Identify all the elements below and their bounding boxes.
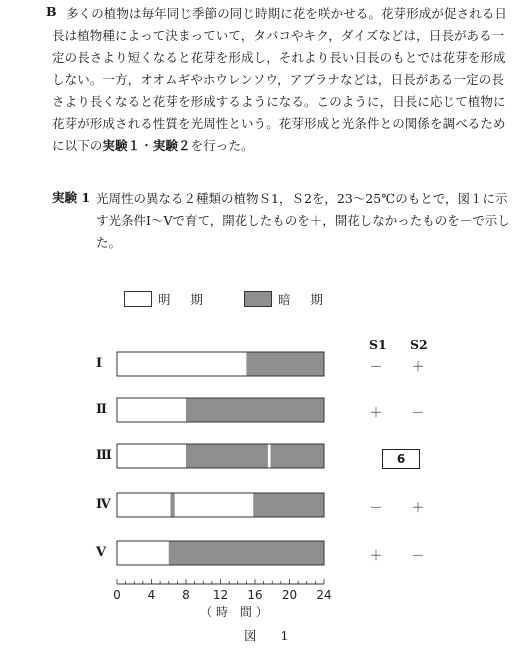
bar-segment-light (117, 444, 186, 468)
legend-dark-text: 暗 期 (278, 292, 331, 307)
row-label: Ⅲ (96, 448, 112, 463)
result-s1: ＋ (369, 549, 383, 564)
column-header-s2: S2 (410, 337, 428, 352)
result-s2: － (411, 549, 425, 564)
experiment-line: た。 (96, 235, 122, 250)
bar-segment-dark (186, 444, 268, 468)
intro-line: 多くの植物は毎年同じ季節の同じ時期に花を咲かせる。花芽形成が促される日 (66, 6, 508, 21)
bar-segment-light (117, 493, 170, 517)
x-tick-label: 12 (212, 588, 229, 602)
answer-box-6[interactable]: 6 (382, 449, 420, 469)
bar-segment-light (117, 398, 186, 422)
result-s1: ＋ (369, 406, 383, 421)
bar-segment-dark (246, 352, 324, 376)
figure-caption: 図 1 (244, 628, 299, 643)
column-header-s1: S1 (369, 337, 387, 352)
intro-line: さより長くなると花芽を形成するようになる。このように，日長に応じて植物に (52, 94, 506, 109)
result-s1: － (369, 360, 383, 375)
result-s2: ＋ (411, 501, 425, 516)
bar-segment-dark (186, 398, 324, 422)
intro-line: しない。一方，オオムギやホウレンソウ，アブラナなどは，日長がある一定の長 (52, 72, 504, 87)
bar-segment-dark (170, 493, 174, 517)
row-label: Ⅴ (96, 545, 107, 560)
intro-line: 花芽が形成される性質を光周性という。花芽形成と光条件との関係を調べるため (52, 116, 506, 131)
text-run: に以下の (52, 138, 103, 153)
bar-segment-light (117, 352, 246, 376)
bar-segment-light (117, 541, 169, 565)
row-label: Ⅱ (96, 402, 107, 417)
x-tick-label: 8 (182, 588, 190, 602)
x-tick-label: 20 (281, 588, 298, 602)
intro-line: 長は植物種によって決まっていて，タバコやキク，ダイズなどは，日長がある一 (52, 28, 505, 43)
section-label: B (46, 4, 57, 19)
bar-segment-light (268, 444, 271, 468)
experiment-line: 光周性の異なる２種類の植物Ｓ1，Ｓ2を，23～25℃のもとで，図１に示 (96, 191, 508, 206)
bar-segment-dark (271, 444, 324, 468)
x-tick-label: 24 (316, 588, 332, 602)
result-s2: ＋ (411, 360, 425, 375)
row-label: Ⅳ (96, 497, 111, 512)
x-tick-label: 0 (113, 588, 121, 602)
result-s2: － (411, 406, 425, 421)
legend-light-text: 明 期 (158, 292, 211, 307)
experiment-label: 実験 1 (52, 190, 91, 205)
experiment-line: す光条件Ⅰ～Ⅴで育て，開花したものを＋，開花しなかったものを－で示し (96, 213, 510, 228)
text-run: ・ (140, 138, 153, 153)
experiment-ref-2: 実験２ (152, 138, 191, 153)
text-run: を行った。 (190, 138, 254, 153)
intro-line: 定の長さより短くなると花芽を形成し，それより長い日長のもとでは花芽を形成 (52, 50, 506, 65)
bar-segment-dark (169, 541, 324, 565)
x-tick-label: 16 (247, 588, 263, 602)
row-label: Ⅰ (96, 356, 103, 371)
x-tick-label: 4 (147, 588, 156, 602)
experiment-ref-1: 実験１ (102, 138, 141, 153)
bar-segment-light (175, 493, 253, 517)
bar-segment-dark (253, 493, 324, 517)
x-axis-title: （時 間） (200, 605, 272, 619)
result-s1: － (369, 501, 383, 516)
